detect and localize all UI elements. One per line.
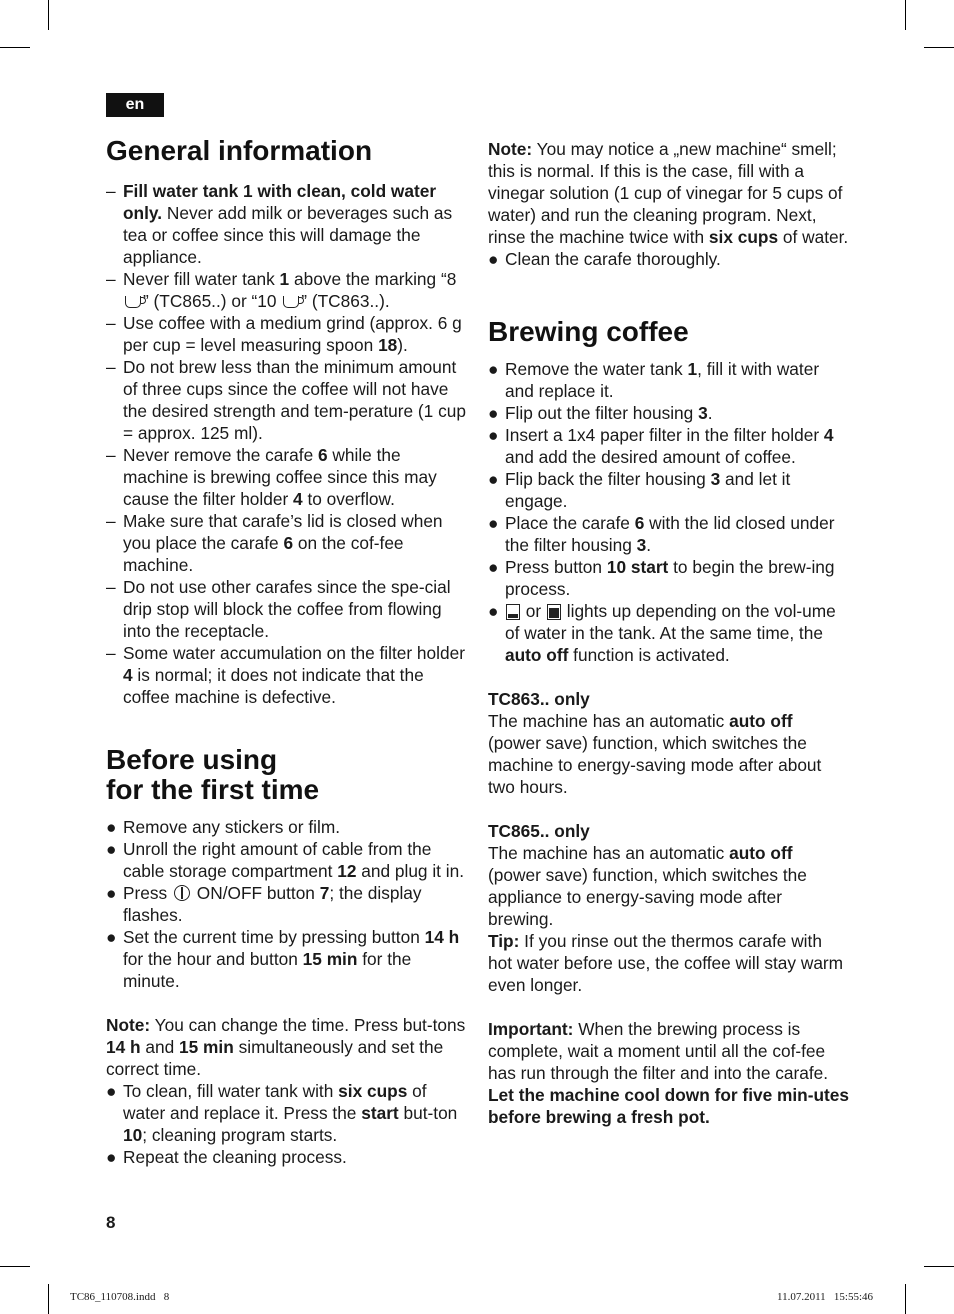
list-item: ● Flip out the filter housing 3. bbox=[488, 403, 713, 423]
list-item: – Do not use other carafes since the spe-cial drip stop will block the coffee from flowing into the receptacle. bbox=[106, 577, 451, 641]
crop-mark bbox=[905, 0, 906, 30]
dash-marker: – bbox=[106, 643, 116, 663]
cup-icon bbox=[283, 296, 299, 308]
tc863-heading: TC863.. only bbox=[488, 689, 590, 709]
dash-marker: – bbox=[106, 181, 116, 201]
list-item: ● Repeat the cleaning process. bbox=[106, 1147, 347, 1167]
bullet-marker: ● bbox=[488, 403, 499, 423]
dash-marker: – bbox=[106, 511, 116, 531]
footer-file-info: TC86_110708.indd 8 bbox=[70, 1291, 170, 1303]
tc865-text: The machine has an automatic auto off (power save) function, which switches the appliance to energy-saving mode after brewing. bbox=[488, 843, 807, 929]
left-column bbox=[106, 136, 468, 1168]
crop-mark bbox=[0, 1266, 30, 1267]
list-item: ● Remove the water tank 1, fill it with water and replace it. bbox=[488, 359, 820, 401]
crop-mark bbox=[48, 1284, 49, 1314]
crop-mark bbox=[48, 0, 49, 30]
dash-marker: – bbox=[106, 445, 116, 465]
dash-marker: – bbox=[106, 357, 116, 377]
bullet-marker: ● bbox=[106, 1147, 117, 1167]
list-item: ● Flip back the filter housing 3 and let it engage. bbox=[488, 469, 791, 511]
list-item: ● Press ON/OFF button 7; the display flashes. bbox=[106, 883, 422, 925]
list-item: ● Unroll the right amount of cable from the cable storage compartment 12 and plug it in. bbox=[106, 839, 465, 881]
important-text: Important: When the brewing process is complete, wait a moment until all the cof-fee has run through the filter and into the carafe. bbox=[488, 1019, 829, 1083]
bullet-marker: ● bbox=[488, 425, 499, 445]
before-first-use-heading: Before using for the first time bbox=[106, 744, 320, 805]
before-first-use-list bbox=[106, 816, 468, 992]
list-item: ● Set the current time by pressing button 14 h for the hour and button 15 min for the minute. bbox=[106, 927, 460, 991]
dash-marker: – bbox=[106, 313, 116, 333]
list-item: ● Clean the carafe thoroughly. bbox=[488, 249, 721, 269]
bullet-marker: ● bbox=[106, 883, 117, 903]
list-item: ● Insert a 1x4 paper filter in the filter holder 4 and add the desired amount of coffee. bbox=[488, 425, 834, 467]
new-machine-smell-note: Note: You may notice a „new machine“ smell; this is normal. If this is the case, fill with a vinegar solution (1 cup of vinegar for 5 cups of water) and run the cleaning program. Next, rinse the machine twice with six cups of water. bbox=[488, 139, 849, 247]
general-information-list bbox=[106, 180, 468, 708]
bullet-marker: ● bbox=[106, 1081, 117, 1101]
list-item: – Make sure that carafe’s lid is closed when you place the carafe 6 on the cof-fee machine. bbox=[106, 511, 443, 575]
footer-timestamp: 11.07.2011 15:55:46 bbox=[777, 1291, 874, 1303]
crop-mark bbox=[924, 1266, 954, 1267]
water-level-high-icon bbox=[547, 604, 561, 620]
dash-marker: – bbox=[106, 577, 116, 597]
list-item: – Use coffee with a medium grind (approx. 6 g per cup = level measuring spoon 18). bbox=[106, 313, 462, 355]
list-item: – Fill water tank 1 with clean, cold water only. Never add milk or beverages such as tea or coffee since this will damage the appliance. bbox=[106, 181, 453, 267]
bullet-marker: ● bbox=[488, 359, 499, 379]
list-item: ● Remove any stickers or film. bbox=[106, 817, 341, 837]
water-level-low-icon bbox=[506, 604, 520, 620]
bullet-marker: ● bbox=[106, 927, 117, 947]
bullet-marker: ● bbox=[488, 601, 499, 621]
brewing-coffee-heading: Brewing coffee bbox=[488, 316, 689, 347]
language-tab: en bbox=[106, 93, 164, 117]
list-item: – Do not brew less than the minimum amount of three cups since the coffee will not have the desired strength and tem-perature (1 cup = approx. 125 ml). bbox=[106, 357, 466, 443]
crop-mark bbox=[0, 47, 30, 48]
bullet-marker: ● bbox=[106, 817, 117, 837]
list-item: ● To clean, fill water tank with six cups of water and replace it. Press the start but-ton 10; cleaning program starts. bbox=[106, 1081, 458, 1145]
crop-mark bbox=[905, 1284, 906, 1314]
cool-down-warning: Let the machine cool down for five min-utes before brewing a fresh pot. bbox=[488, 1085, 850, 1127]
list-item: ● or lights up depending on the vol-ume of water in the tank. At the same time, the auto off function is activated. bbox=[488, 601, 836, 665]
dash-marker: – bbox=[106, 269, 116, 289]
bullet-marker: ● bbox=[488, 249, 499, 269]
tc863-text: The machine has an automatic auto off (power save) function, which switches the machine to energy-saving mode after about two hours. bbox=[488, 711, 822, 797]
right-column bbox=[488, 138, 850, 1128]
list-item: – Never fill water tank 1 above the marking “8 ” (TC865..) or “10 ” (TC863..). bbox=[106, 269, 457, 311]
crop-mark bbox=[924, 47, 954, 48]
cleaning-list bbox=[106, 1080, 468, 1168]
list-item: ● Place the carafe 6 with the lid closed under the filter housing 3. bbox=[488, 513, 835, 555]
list-item: – Never remove the carafe 6 while the machine is brewing coffee since this may cause the filter holder 4 to overflow. bbox=[106, 445, 437, 509]
tc865-heading: TC865.. only bbox=[488, 821, 590, 841]
carafe-cleaning-list bbox=[488, 248, 850, 270]
general-information-heading: General information bbox=[106, 135, 373, 166]
bullet-marker: ● bbox=[488, 513, 499, 533]
page-number: 8 bbox=[106, 1213, 116, 1232]
list-item: ● Press button 10 start to begin the brew-ing process. bbox=[488, 557, 835, 599]
list-item: – Some water accumulation on the filter holder 4 is normal; it does not indicate that the coffee machine is defective. bbox=[106, 643, 465, 707]
time-change-note: Note: You can change the time. Press but-tons 14 h and 15 min simultaneously and set the correct time. bbox=[106, 1015, 466, 1079]
bullet-marker: ● bbox=[106, 839, 117, 859]
bullet-marker: ● bbox=[488, 557, 499, 577]
cup-icon bbox=[125, 296, 141, 308]
bullet-marker: ● bbox=[488, 469, 499, 489]
brewing-steps-list bbox=[488, 358, 850, 666]
power-icon bbox=[174, 885, 190, 901]
tip-text: Tip: If you rinse out the thermos carafe with hot water before use, the coffee will stay warm even longer. bbox=[488, 931, 844, 995]
